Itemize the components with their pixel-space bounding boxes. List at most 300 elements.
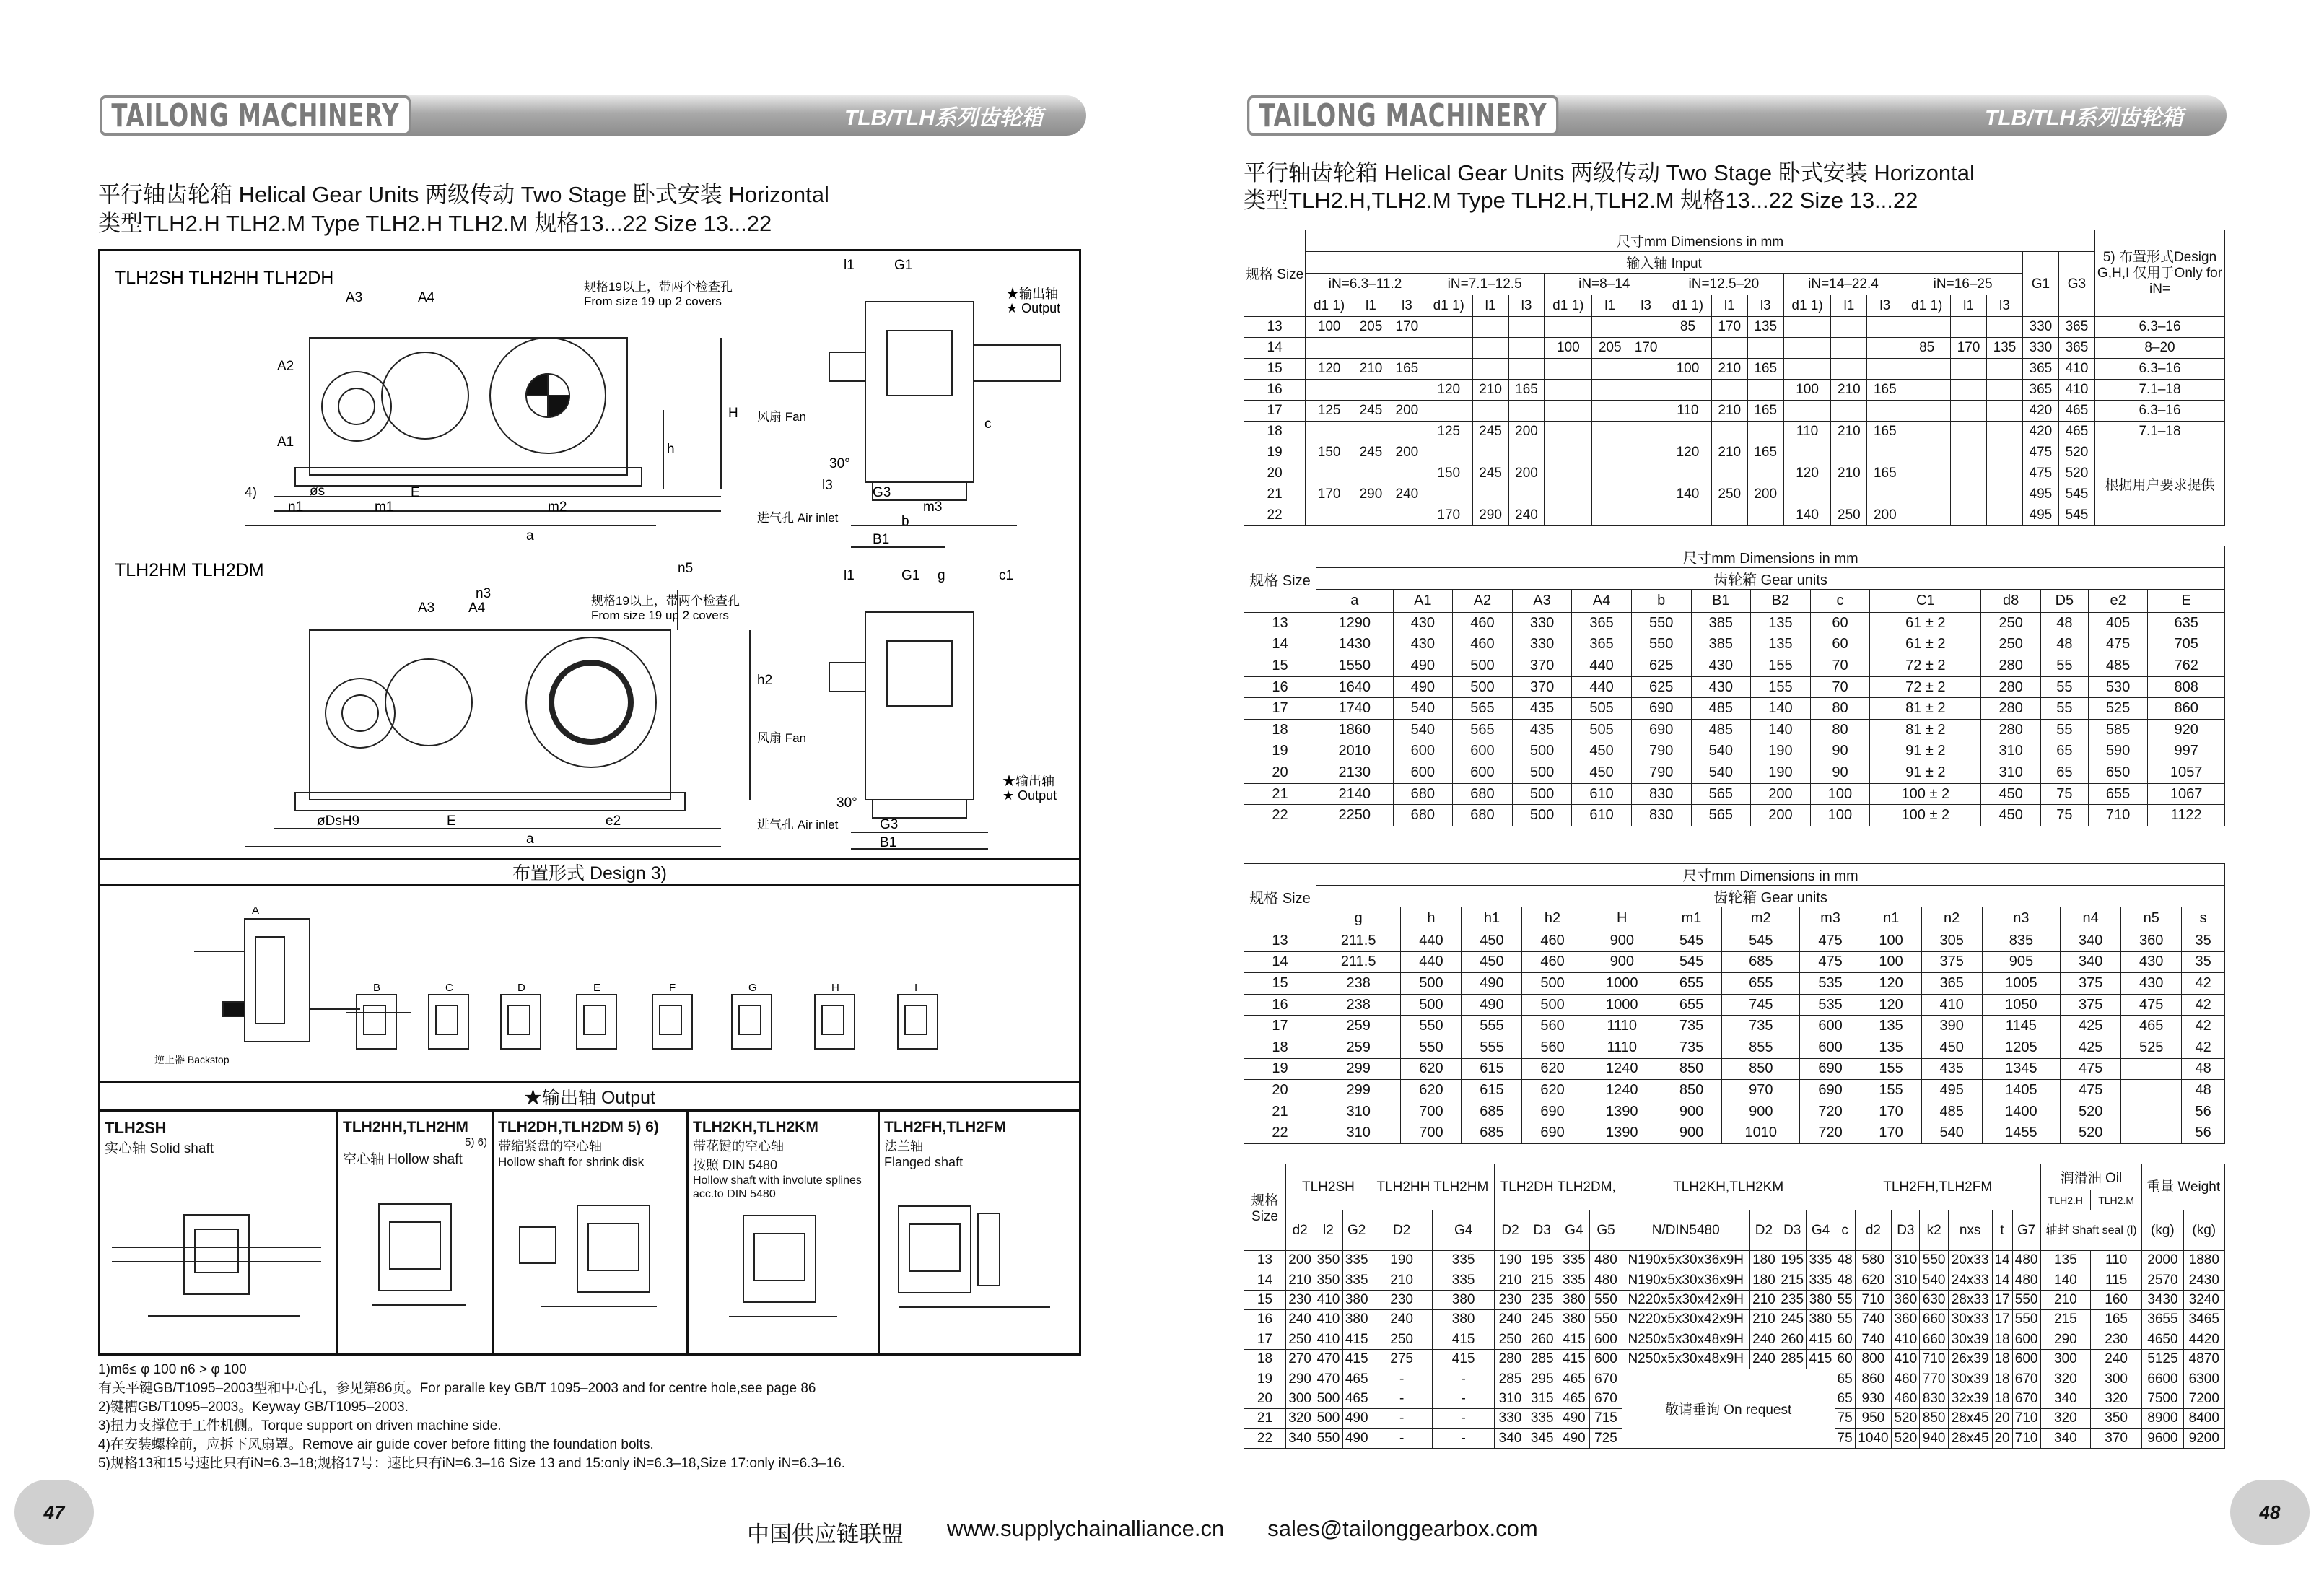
table-cell: 180 xyxy=(1749,1270,1778,1290)
table-cell: 200 xyxy=(1751,805,1811,826)
column-header: m3 xyxy=(1800,907,1861,930)
table-cell: 345 xyxy=(1526,1428,1558,1448)
table-cell: 170 xyxy=(1861,1101,1921,1122)
table-cell: 500 xyxy=(1512,741,1572,762)
table-cell: 360 xyxy=(2121,930,2182,952)
table-cell: 808 xyxy=(2148,676,2225,698)
table-cell xyxy=(1831,317,1867,338)
table-cell: 340 xyxy=(2061,930,2121,952)
dim-h2: h2 xyxy=(757,673,773,688)
table-cell: 81 ± 2 xyxy=(1870,719,1981,741)
table-cell: 320 xyxy=(2090,1389,2141,1408)
table-cell: 17 xyxy=(1244,1330,1286,1349)
output-label-cn: ★输出轴 xyxy=(1006,287,1058,301)
table-cell: 830 xyxy=(1920,1389,1948,1408)
table-cell: 475 xyxy=(1800,951,1861,973)
table-cell: 997 xyxy=(2148,741,2225,762)
table-cell: 28x45 xyxy=(1948,1409,1992,1428)
table-cell: 565 xyxy=(1691,783,1751,805)
table-row xyxy=(1244,783,2225,805)
table-cell: 250 xyxy=(1831,505,1867,526)
table-cell: 22 xyxy=(1244,1122,1316,1144)
table-cell: 65 xyxy=(1835,1389,1855,1408)
table-cell: 32x39 xyxy=(1948,1389,1992,1408)
table-cell: 460 xyxy=(1453,613,1513,634)
column-header: N/DIN5480 xyxy=(1622,1210,1749,1251)
table-cell: 485 xyxy=(1921,1101,1982,1122)
table-cell: 490 xyxy=(1558,1409,1590,1428)
table-cell: 705 xyxy=(2148,634,2225,655)
table-cell: 300 xyxy=(2040,1349,2090,1369)
table-cell xyxy=(1747,422,1783,442)
table-row xyxy=(1244,613,2225,634)
table-cell: 235 xyxy=(1778,1290,1807,1309)
g1-header: G1 xyxy=(2022,252,2058,317)
table-cell: 475 xyxy=(2088,634,2148,655)
sub-header: l1 xyxy=(1472,295,1508,317)
table-cell: 211.5 xyxy=(1316,930,1401,952)
table-row xyxy=(1244,422,2225,442)
group-weight: 重量 Weight xyxy=(2142,1164,2225,1210)
table-cell: 580 xyxy=(1855,1251,1892,1270)
table-cell: 190 xyxy=(1371,1251,1433,1270)
table-cell: 15 xyxy=(1244,973,1316,995)
column-header: h1 xyxy=(1462,907,1522,930)
table-cell: 18 xyxy=(1244,1037,1316,1058)
table-cell: 150 xyxy=(1306,442,1353,463)
dim-n3: n3 xyxy=(476,586,492,601)
table-cell: 335 xyxy=(1342,1251,1371,1270)
column-header: nxs xyxy=(1948,1210,1992,1251)
table-cell: 700 xyxy=(1401,1101,1462,1122)
table-cell: 410 xyxy=(1314,1310,1342,1330)
table-cell: 135 xyxy=(1751,613,1811,634)
table-cell: 735 xyxy=(1661,1016,1721,1037)
table-cell xyxy=(1545,463,1592,484)
table-cell: 520 xyxy=(1892,1428,1920,1448)
sub-header: d1 1) xyxy=(1664,295,1712,317)
table-cell: 210 xyxy=(1711,442,1747,463)
table-cell: 670 xyxy=(1590,1389,1622,1408)
table-cell: 385 xyxy=(1691,613,1751,634)
table-cell: 385 xyxy=(1691,634,1751,655)
table-row xyxy=(1244,359,2225,380)
footer-site[interactable]: www.supplychainalliance.cn xyxy=(947,1516,1225,1541)
sub-header: l3 xyxy=(1508,295,1545,317)
table-cell: 170 xyxy=(1306,484,1353,505)
table-cell: 380 xyxy=(1558,1290,1590,1309)
table-cell: 1067 xyxy=(2148,783,2225,805)
shaft-type-flanged xyxy=(880,1112,1079,1353)
right-title-1: 平行轴齿轮箱 Helical Gear Units 两级传动 Two Stage 卧式安装 Horizontal xyxy=(1244,160,1975,186)
table-cell: 250 xyxy=(1286,1330,1314,1349)
table-cell: 762 xyxy=(2148,655,2225,677)
column-header: G2 xyxy=(1342,1210,1371,1251)
table-cell xyxy=(1425,359,1472,380)
table-cell: 350 xyxy=(1314,1270,1342,1290)
table-cell: 550 xyxy=(1920,1251,1948,1270)
group-oil: 润滑油 Oil xyxy=(2040,1164,2141,1190)
column-header: m2 xyxy=(1722,907,1800,930)
sub-header: d1 1) xyxy=(1306,295,1353,317)
table-cell xyxy=(1545,401,1592,422)
column-header: A1 xyxy=(1393,590,1453,613)
table-cell: 55 xyxy=(2040,698,2088,720)
group-hollow: TLH2HH TLH2HM xyxy=(1371,1164,1494,1210)
table-cell: 365 xyxy=(1572,613,1632,634)
table-cell: 1455 xyxy=(1982,1122,2060,1144)
table-cell: 500 xyxy=(1401,973,1462,995)
table-cell: 65 xyxy=(2040,762,2088,784)
right-title-2: 类型TLH2.H,TLH2.M Type TLH2.H,TLH2.M 规格13...22 Size 13...22 xyxy=(1244,188,1918,213)
table-cell: 24x33 xyxy=(1948,1270,1992,1290)
table-cell xyxy=(1425,484,1472,505)
table-row xyxy=(1244,951,2225,973)
table-cell: 415 xyxy=(1342,1349,1371,1369)
table-cell: 620 xyxy=(1855,1270,1892,1290)
table-cell: 280 xyxy=(1981,698,2041,720)
table-cell: 15 xyxy=(1244,655,1316,677)
table-cell: 13 xyxy=(1244,613,1316,634)
table-cell xyxy=(1783,442,1831,463)
table-cell: 235 xyxy=(1526,1290,1558,1309)
table-cell: 460 xyxy=(1522,930,1583,952)
footer-email[interactable]: sales@tailonggearbox.com xyxy=(1267,1516,1538,1541)
table-cell: 1145 xyxy=(1982,1016,2060,1037)
table-cell: 365 xyxy=(2058,317,2094,338)
design-letter-H: H xyxy=(831,982,839,994)
dim-m1: m1 xyxy=(375,499,394,515)
shaft-name: TLH2SH xyxy=(105,1119,167,1137)
table-cell: 275 xyxy=(1371,1349,1433,1369)
column-header: e2 xyxy=(2088,590,2148,613)
table-cell: 70 xyxy=(1810,676,1870,698)
cover-note-en: From size 19 up 2 covers xyxy=(584,295,722,308)
table-cell: 16 xyxy=(1244,380,1306,401)
table-cell: 290 xyxy=(1286,1369,1314,1389)
table-cell: 610 xyxy=(1572,783,1632,805)
table-row xyxy=(1244,805,2225,826)
table-cell: 370 xyxy=(1512,655,1572,677)
column-header: t xyxy=(1992,1210,2012,1251)
table-cell: 475 xyxy=(1800,930,1861,952)
table-cell: 320 xyxy=(1286,1409,1314,1428)
table-cell: 330 xyxy=(2022,317,2058,338)
cover-note-cn-2: 规格19以上，带两个检查孔 xyxy=(591,594,740,608)
table-row xyxy=(1244,442,2225,463)
table-cell: 310 xyxy=(1892,1251,1920,1270)
column-header: G4 xyxy=(1433,1210,1495,1251)
table-cell: 465 xyxy=(2058,401,2094,422)
column-header: D2 xyxy=(1371,1210,1433,1251)
table-cell: 375 xyxy=(1921,951,1982,973)
cover-note-en-2: From size 19 up 2 covers xyxy=(591,608,729,622)
table-cell: 410 xyxy=(1892,1349,1920,1369)
dim-B1-2: B1 xyxy=(880,835,897,850)
table-cell: 585 xyxy=(2088,719,2148,741)
gearbox-drawings xyxy=(100,251,1079,858)
table-cell: 415 xyxy=(1807,1330,1835,1349)
table-cell: 42 xyxy=(2182,1016,2225,1037)
dim-h: h xyxy=(667,442,675,457)
table-cell: 360 xyxy=(1892,1310,1920,1330)
table-cell: 425 xyxy=(2061,1016,2121,1037)
table-cell xyxy=(1389,380,1425,401)
table-cell: 380 xyxy=(1807,1310,1835,1330)
sub-header: l1 xyxy=(1592,295,1628,317)
dim-G1: G1 xyxy=(894,258,913,273)
dim-G1-2: G1 xyxy=(901,568,920,583)
table-cell: 100 xyxy=(1664,359,1712,380)
on-request-cell: 根据用户要求提供 xyxy=(2095,442,2225,526)
table-cell: 340 xyxy=(2061,951,2121,973)
table-cell xyxy=(1545,359,1592,380)
table-cell: 240 xyxy=(1286,1310,1314,1330)
table-row xyxy=(1244,741,2225,762)
table-cell xyxy=(1628,422,1664,442)
table-cell: 210 xyxy=(1711,359,1747,380)
table-cell: 690 xyxy=(1631,719,1691,741)
table-cell: 280 xyxy=(1981,676,2041,698)
table-cell: 14 xyxy=(1244,951,1316,973)
table-cell: 600 xyxy=(1800,1037,1861,1058)
range-header: iN=7.1–12.5 xyxy=(1425,274,1545,295)
table-cell: 200 xyxy=(1389,442,1425,463)
table-cell: 61 ± 2 xyxy=(1870,634,1981,655)
table-cell: 465 xyxy=(1342,1389,1371,1408)
shrink-disk-drawing xyxy=(498,1169,686,1335)
table-cell: 170 xyxy=(1628,338,1664,359)
column-header: D2 xyxy=(1749,1210,1778,1251)
table-cell xyxy=(1831,338,1867,359)
table-cell: 290 xyxy=(1353,484,1389,505)
table-cell xyxy=(1545,422,1592,442)
group-solid: TLH2SH xyxy=(1286,1164,1371,1210)
table-cell: 680 xyxy=(1453,783,1513,805)
table-cell: 460 xyxy=(1892,1389,1920,1408)
table-cell: - xyxy=(1371,1389,1433,1408)
sub-header: l1 xyxy=(1951,295,1987,317)
dim-30deg: 30° xyxy=(829,456,850,471)
table-cell: 80 xyxy=(1810,698,1870,720)
table-cell: 1050 xyxy=(1982,994,2060,1016)
table-cell: 1640 xyxy=(1316,676,1394,698)
sub-header: d1 1) xyxy=(1903,295,1951,317)
table-cell: 560 xyxy=(1522,1016,1583,1037)
table-cell: 415 xyxy=(1433,1330,1495,1349)
table-cell: 2430 xyxy=(2183,1270,2224,1290)
table-cell xyxy=(1986,317,2022,338)
table-cell: 335 xyxy=(1342,1270,1371,1290)
table-cell: 600 xyxy=(1590,1330,1622,1349)
table-cell: 335 xyxy=(1433,1251,1495,1270)
table-cell: 210 xyxy=(1371,1270,1433,1290)
table-cell: 655 xyxy=(2088,783,2148,805)
size-header: 规格 Size xyxy=(1244,546,1316,613)
table-cell: 460 xyxy=(1892,1369,1920,1389)
sub-header: l3 xyxy=(1986,295,2022,317)
table-cell: 710 xyxy=(2088,805,2148,826)
column-header: d8 xyxy=(1981,590,2041,613)
table-cell xyxy=(1508,442,1545,463)
table-cell: 250 xyxy=(1711,484,1747,505)
table-cell: 13 xyxy=(1244,317,1306,338)
sub-header: l1 xyxy=(1711,295,1747,317)
page-number-left: 47 xyxy=(14,1480,94,1545)
table-cell: 740 xyxy=(1855,1330,1892,1349)
table-cell: 625 xyxy=(1631,676,1691,698)
table-cell xyxy=(1986,505,2022,526)
range-header: iN=8–14 xyxy=(1545,274,1664,295)
table-cell xyxy=(1353,422,1389,442)
column-header: D3 xyxy=(1778,1210,1807,1251)
table-cell: 9200 xyxy=(2183,1428,2224,1448)
table-cell: 65 xyxy=(2040,741,2088,762)
table-cell: 230 xyxy=(1494,1290,1526,1309)
table-cell: 415 xyxy=(1433,1349,1495,1369)
column-header: (kg) xyxy=(2183,1210,2224,1251)
table-cell: 14 xyxy=(1244,634,1316,655)
table-cell: 600 xyxy=(1590,1349,1622,1369)
table-cell: 13 xyxy=(1244,930,1316,952)
group-shrink: TLH2DH TLH2DM, xyxy=(1494,1164,1622,1210)
table-cell: 500 xyxy=(1314,1409,1342,1428)
table-cell: 340 xyxy=(2040,1389,2090,1408)
table-cell: 1290 xyxy=(1316,613,1394,634)
table-cell xyxy=(1783,359,1831,380)
table-cell: 200 xyxy=(1867,505,1903,526)
size-header: 规格 Size xyxy=(1244,230,1306,317)
table-cell: 245 xyxy=(1526,1310,1558,1330)
table-cell: 170 xyxy=(1389,317,1425,338)
table-row xyxy=(1244,676,2225,698)
table-cell: 17 xyxy=(1992,1310,2012,1330)
table-cell: 620 xyxy=(1522,1080,1583,1101)
table-cell: 655 xyxy=(1722,973,1800,995)
footnote-2: 2)键槽GB/T1095–2003。Keyway GB/T1095–2003. xyxy=(98,1400,409,1415)
dim-A2: A2 xyxy=(277,359,294,374)
table-cell: 700 xyxy=(1401,1122,1462,1144)
table-cell: 350 xyxy=(1314,1251,1342,1270)
design-letter-B: B xyxy=(373,982,381,994)
table-cell xyxy=(1592,359,1628,380)
table-cell xyxy=(1951,442,1987,463)
table-cell: 19 xyxy=(1244,1058,1316,1080)
table-cell: 555 xyxy=(1462,1037,1522,1058)
table-cell xyxy=(1711,463,1747,484)
dim-DsH9: øDsH9 xyxy=(317,813,360,829)
table-cell: 850 xyxy=(1661,1058,1721,1080)
table-cell xyxy=(1545,442,1592,463)
table-cell: 365 xyxy=(2058,338,2094,359)
table-cell: 65 xyxy=(1835,1369,1855,1389)
table-cell xyxy=(1986,422,2022,442)
table-cell: 75 xyxy=(1835,1409,1855,1428)
table-cell: 4650 xyxy=(2142,1330,2183,1349)
table-row xyxy=(1244,338,2225,359)
table-cell xyxy=(1831,359,1867,380)
output-label-cn-2: ★输出轴 xyxy=(1002,774,1054,788)
table-cell: 165 xyxy=(1747,401,1783,422)
table-cell: 380 xyxy=(1807,1290,1835,1309)
design-letter-F: F xyxy=(669,982,676,994)
shaft-name: TLH2DH,TLH2DM 5) 6) xyxy=(498,1119,659,1135)
table-cell xyxy=(1545,380,1592,401)
table-cell xyxy=(1951,380,1987,401)
table-cell: 6.3–16 xyxy=(2095,401,2225,422)
table-cell: 48 xyxy=(1835,1251,1855,1270)
table-cell: 480 xyxy=(1590,1270,1622,1290)
table-cell xyxy=(1711,505,1747,526)
table-cell: 900 xyxy=(1661,1122,1721,1144)
table-cell: 690 xyxy=(1800,1058,1861,1080)
table-cell: 19 xyxy=(1244,442,1306,463)
column-header: c xyxy=(1835,1210,1855,1251)
table-cell: 72 ± 2 xyxy=(1870,655,1981,677)
table-cell xyxy=(1592,484,1628,505)
table-cell: 475 xyxy=(2061,1058,2121,1080)
table-cell xyxy=(1867,484,1903,505)
table-cell xyxy=(1783,338,1831,359)
table-cell: 450 xyxy=(1572,762,1632,784)
table-cell: 1400 xyxy=(1982,1101,2060,1122)
table-cell: 48 xyxy=(2040,634,2088,655)
table-cell: 480 xyxy=(2012,1270,2040,1290)
table-cell: 14 xyxy=(1244,338,1306,359)
table-row xyxy=(1244,1369,2225,1389)
table-cell xyxy=(1628,484,1664,505)
table-cell: 440 xyxy=(1401,930,1462,952)
shaft-desc-cn: 带花键的空心轴 xyxy=(693,1139,784,1153)
table-cell: 125 xyxy=(1425,422,1472,442)
table-cell: 490 xyxy=(1393,655,1453,677)
table-cell: 690 xyxy=(1522,1101,1583,1122)
table-cell: N220x5x30x42x9H xyxy=(1622,1290,1749,1309)
dim-E-2: E xyxy=(447,813,456,829)
table-cell: 540 xyxy=(1691,762,1751,784)
table-cell: 20 xyxy=(1244,1389,1286,1408)
table-cell: 60 xyxy=(1810,634,1870,655)
table-cell: 285 xyxy=(1494,1369,1526,1389)
column-header: G7 xyxy=(2012,1210,2040,1251)
table-cell: 135 xyxy=(2040,1251,2090,1270)
dim-n5: n5 xyxy=(678,561,694,576)
table-cell: 280 xyxy=(1981,719,2041,741)
table-cell: 430 xyxy=(1691,655,1751,677)
table-row xyxy=(1244,1349,2225,1369)
table-cell: 56 xyxy=(2182,1101,2225,1122)
table-cell: 545 xyxy=(1661,930,1721,952)
table-cell: 260 xyxy=(1778,1330,1807,1349)
table-cell: 285 xyxy=(1526,1349,1558,1369)
table-cell xyxy=(1628,442,1664,463)
table-cell: 310 xyxy=(1981,741,2041,762)
table-cell: 565 xyxy=(1453,698,1513,720)
table-cell: N250x5x30x48x9H xyxy=(1622,1330,1749,1349)
table-row xyxy=(1244,655,2225,677)
dim-G3-2: G3 xyxy=(880,817,899,832)
table-cell: 320 xyxy=(2040,1409,2090,1428)
table-cell: 330 xyxy=(1512,613,1572,634)
page-number-right: 48 xyxy=(2230,1480,2310,1545)
table-cell: 485 xyxy=(1691,698,1751,720)
table-cell: 550 xyxy=(1314,1428,1342,1448)
table-cell: 250 xyxy=(1981,613,2041,634)
table-cell: 415 xyxy=(1558,1349,1590,1369)
design-letter-A: A xyxy=(252,904,260,917)
table-cell: 550 xyxy=(1401,1037,1462,1058)
table-cell: 150 xyxy=(1425,463,1472,484)
